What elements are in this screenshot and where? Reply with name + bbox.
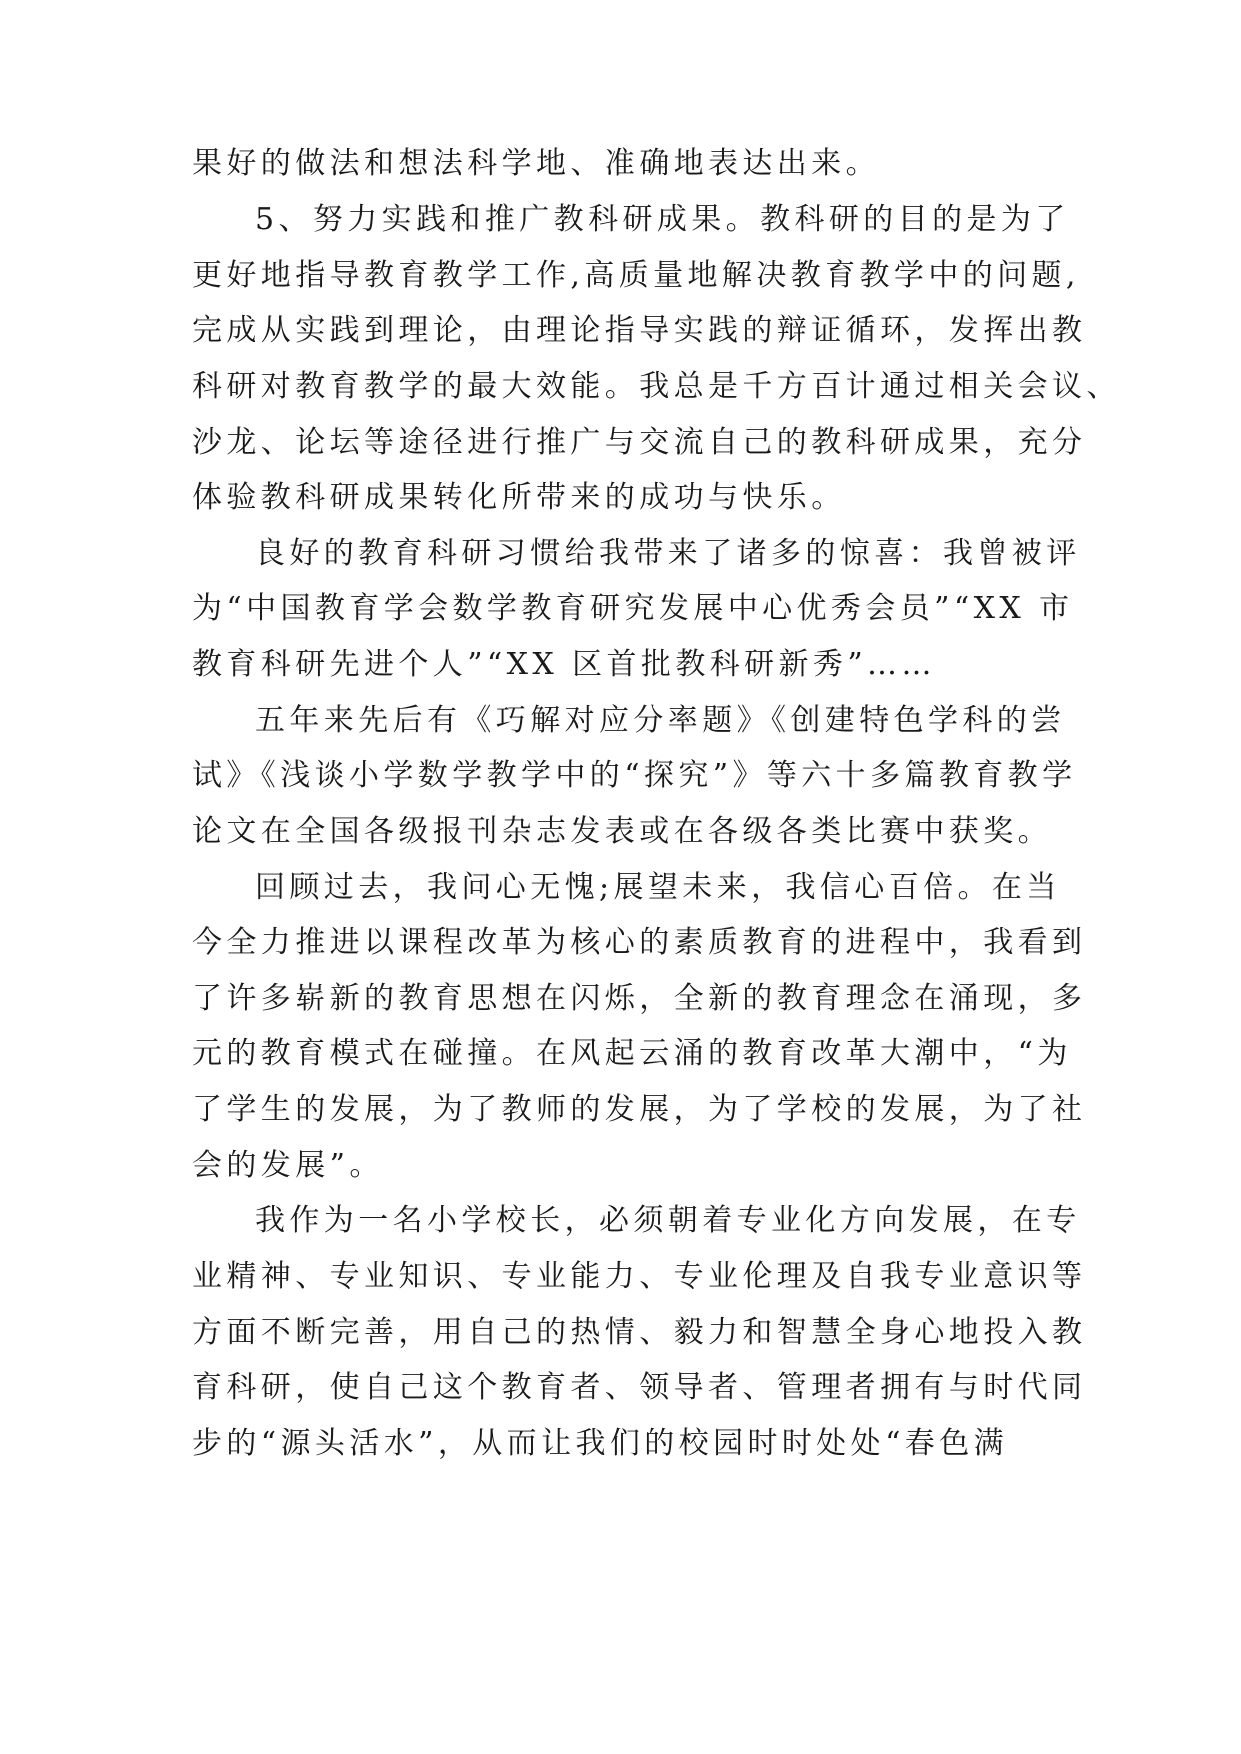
text-line: 论文在全国各级报刊杂志发表或在各级各类比赛中获奖。 (192, 814, 1052, 849)
text-line: 步的“源头活水”，从而让我们的校园时时处处“春色满 (192, 1426, 1009, 1461)
text-line: 试》《浅谈小学数学教学中的“探究”》等六十多篇教育教学 (192, 758, 1077, 793)
text-line: 体验教科研成果转化所带来的成功与快乐。 (192, 480, 846, 515)
text-line: 科研对教育教学的最大效能。我总是千方百计通过相关会议、 (192, 369, 1121, 404)
text-line: 完成从实践到理论，由理论指导实践的辩证循环，发挥出教 (192, 313, 1087, 348)
text-line: 果好的做法和想法科学地、准确地表达出来。 (192, 146, 880, 181)
text-line: 业精神、专业知识、专业能力、专业伦理及自我专业意识等 (192, 1259, 1087, 1294)
paragraph-first-line: 我作为一名小学校长，必须朝着专业化方向发展，在专 (255, 1203, 1081, 1238)
text-line: 了学生的发展，为了教师的发展，为了学校的发展，为了社 (192, 1092, 1087, 1127)
text-line: 为“中国教育学会数学教育研究发展中心优秀会员”“XX 市 (192, 591, 1074, 626)
text-line: 育科研，使自己这个教育者、领导者、管理者拥有与时代同 (192, 1370, 1087, 1405)
text-line: 方面不断完善，用自己的热情、毅力和智慧全身心地投入教 (192, 1315, 1087, 1350)
paragraph-first-line: 5、努力实践和推广教科研成果。教科研的目的是为了 (255, 202, 1070, 237)
paragraph-first-line: 回顾过去，我问心无愧;展望未来，我信心百倍。在当 (255, 870, 1061, 905)
text-line: 了许多崭新的教育思想在闪烁，全新的教育理念在涌现，多 (192, 981, 1087, 1016)
paragraph-first-line: 良好的教育科研习惯给我带来了诸多的惊喜：我曾被评 (255, 536, 1081, 571)
text-line: 沙龙、论坛等途径进行推广与交流自己的教科研成果，充分 (192, 425, 1087, 460)
paragraph-first-line: 五年来先后有《巧解对应分率题》《创建特色学科的尝 (255, 703, 1066, 738)
text-line: 更好地指导教育教学工作,高质量地解决教育教学中的问题, (192, 258, 1080, 293)
text-line: 今全力推进以课程改革为核心的素质教育的进程中，我看到 (192, 925, 1087, 960)
text-line: 元的教育模式在碰撞。在风起云涌的教育改革大潮中，“为 (192, 1036, 1072, 1071)
text-line: 教育科研先进个人”“XX 区首批教科研新秀”…… (192, 647, 936, 682)
text-line: 会的发展”。 (192, 1148, 384, 1183)
